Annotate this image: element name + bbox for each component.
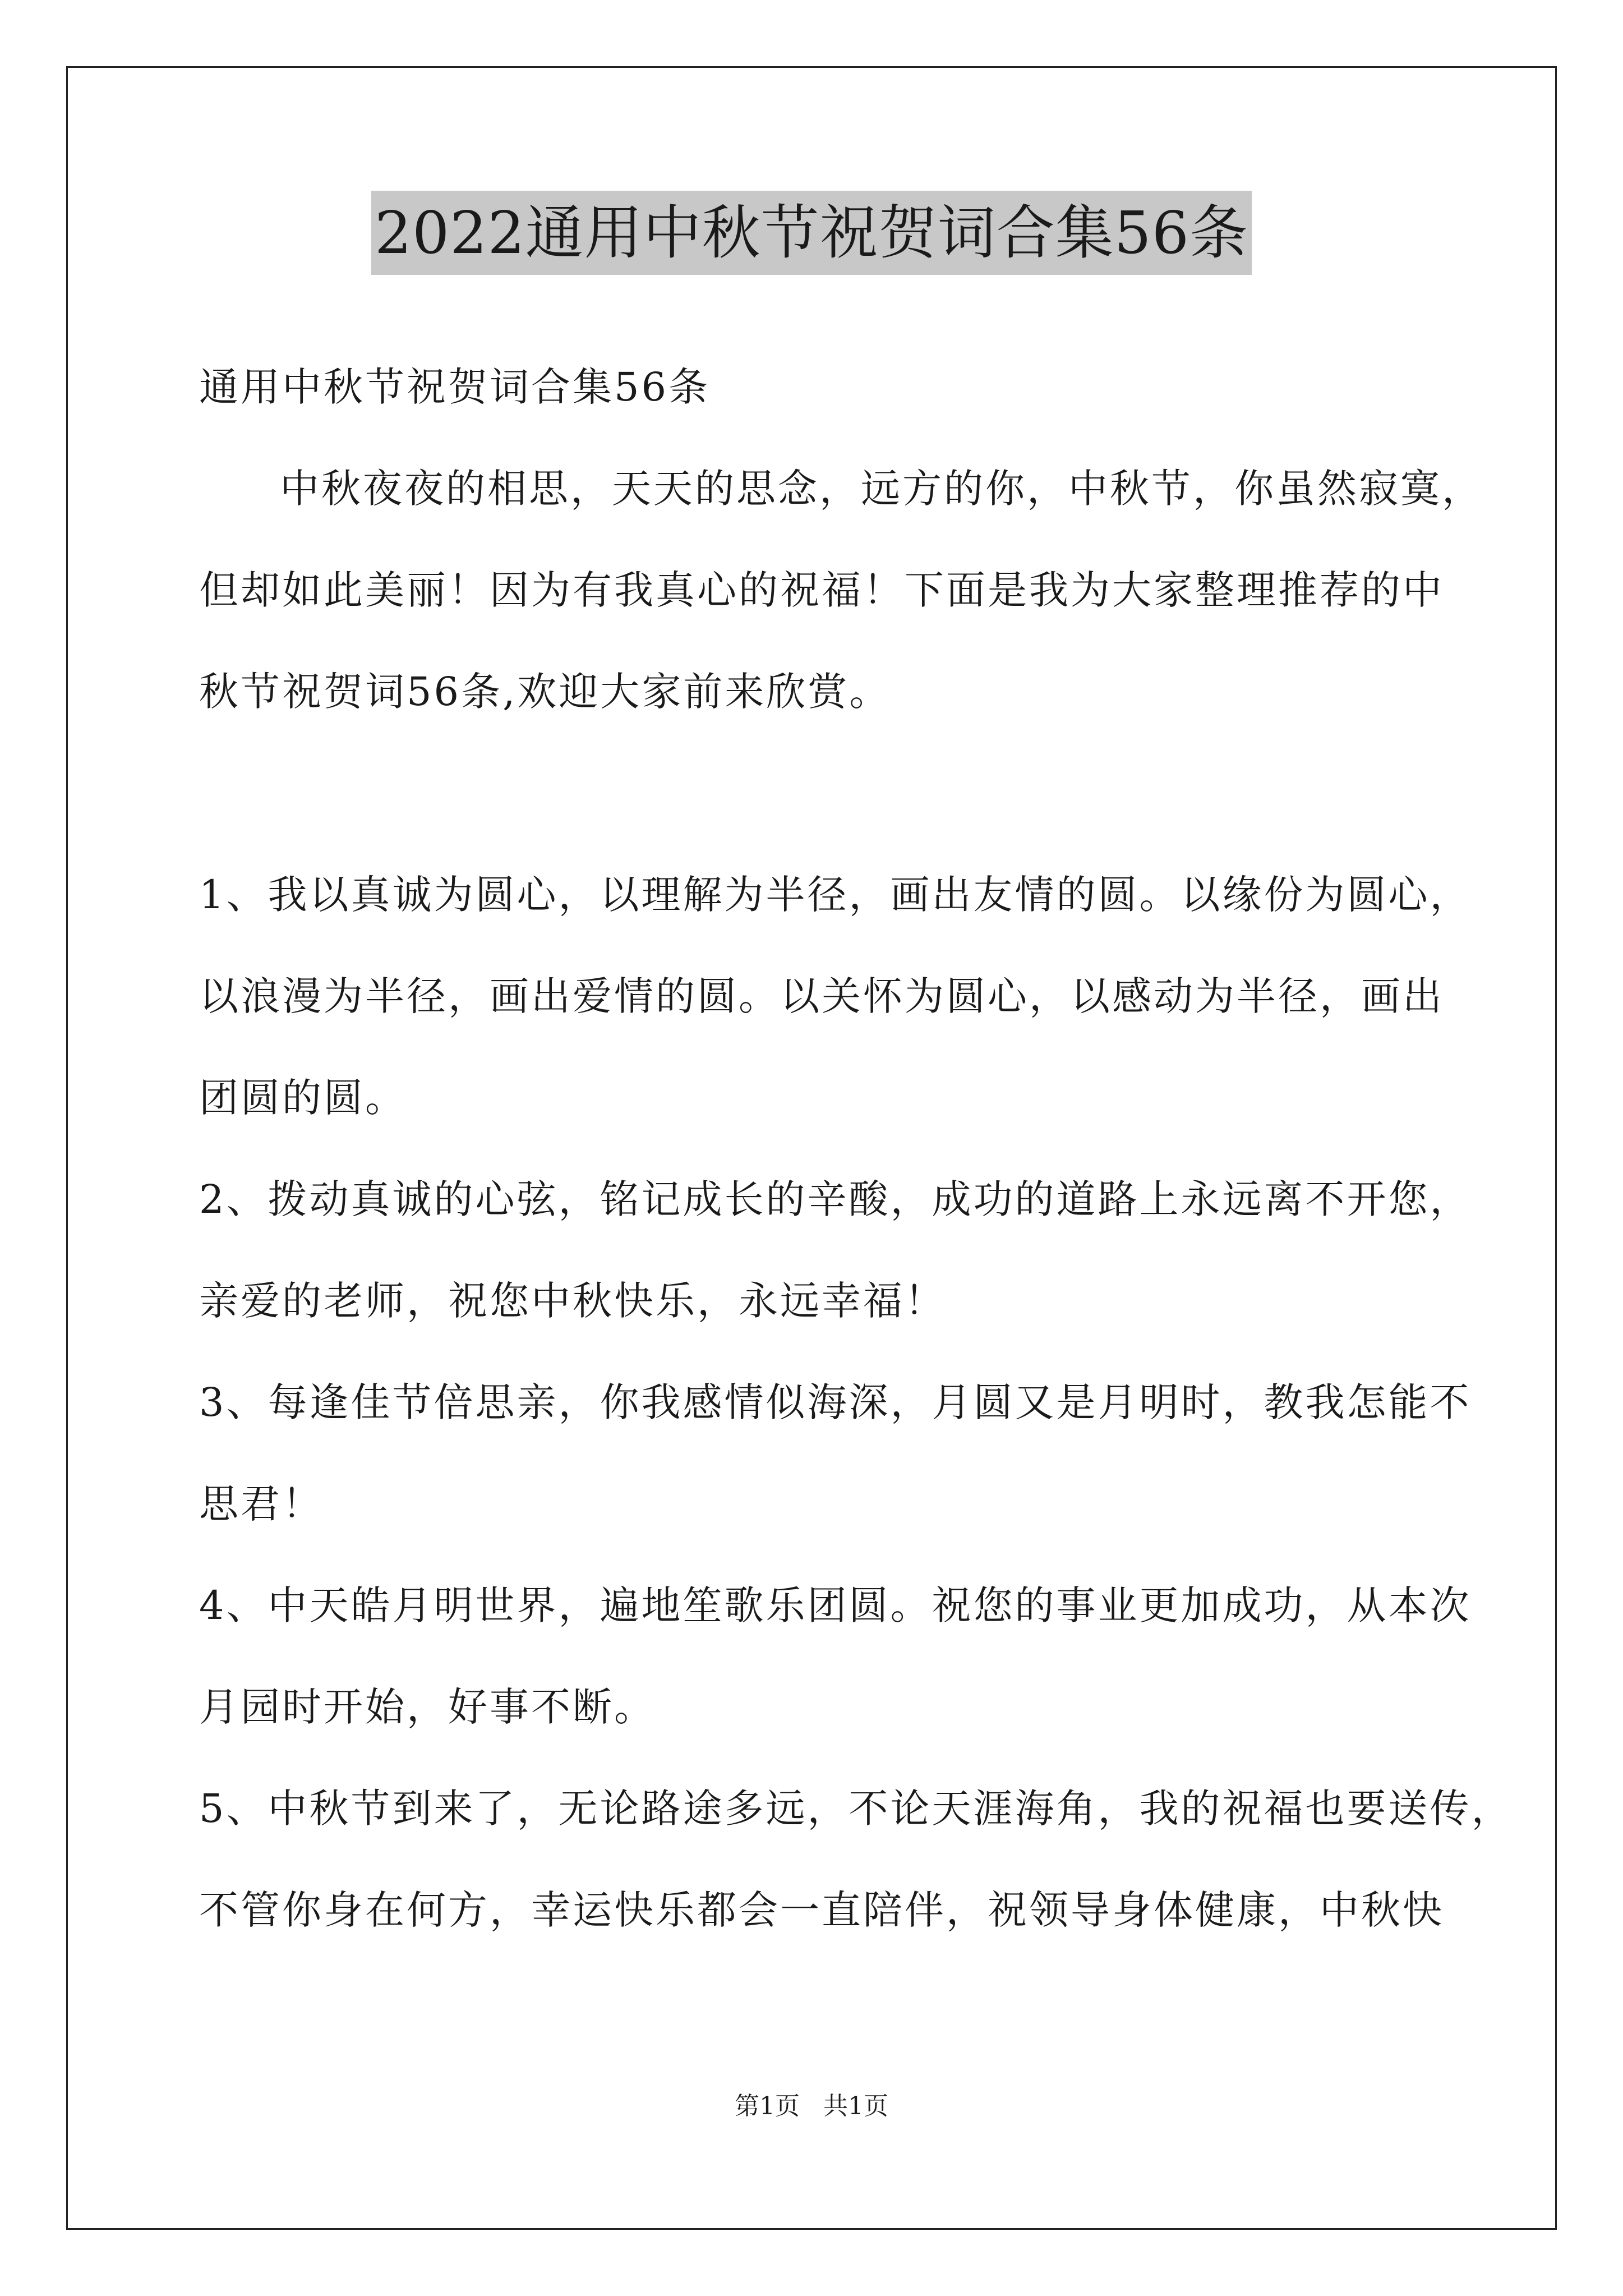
item-line: 亲爱的老师，祝您中秋快乐，永远幸福！ [199, 1278, 946, 1324]
item-line: 月园时开始，好事不断。 [199, 1684, 656, 1730]
list-item [199, 1352, 1472, 1555]
list-item [199, 844, 1472, 1149]
intro-line: 中秋夜夜的相思，天天的思念，远方的你，中秋节，你虽然寂寞， [280, 466, 1483, 512]
item-line: 不管你身在何方，幸运快乐都会一直陪伴，祝领导身体健康，中秋快 [199, 1887, 1444, 1933]
document-body [199, 337, 1513, 1961]
document-title: 2022通用中秋节祝贺词合集56条 [371, 191, 1252, 275]
item-line: 以浪漫为半径，画出爱情的圆。以关怀为圆心，以感动为半径，画出 [199, 973, 1444, 1019]
item-line: 5、中秋节到来了，无论路途多远，不论天涯海角，我的祝福也要送传， [199, 1786, 1513, 1832]
item-line: 思君！ [199, 1481, 324, 1527]
item-line: 4、中天皓月明世界，遍地笙歌乐团圆。祝您的事业更加成功，从本次 [199, 1582, 1472, 1628]
list-item [199, 1555, 1472, 1758]
item-line: 团圆的圆。 [199, 1075, 407, 1121]
list-item [199, 1758, 1513, 1961]
item-line: 1、我以真诚为圆心，以理解为半径，画出友情的圆。以缘份为圆心， [199, 872, 1472, 918]
page-footer: 第1页 共1页 [735, 2092, 888, 2120]
item-line: 2、拨动真诚的心弦，铭记成长的辛酸，成功的道路上永远离不开您， [199, 1176, 1472, 1222]
list-item [199, 1149, 1472, 1352]
document-subtitle: 通用中秋节祝贺词合集56条 [199, 364, 711, 410]
intro-line: 但却如此美丽！因为有我真心的祝福！下面是我为大家整理推荐的中 [199, 567, 1444, 613]
title-container [0, 191, 1623, 275]
item-line: 3、每逢佳节倍思亲，你我感情似海深，月圆又是月明时，教我怎能不 [199, 1379, 1472, 1425]
intro-line: 秋节祝贺词56条,欢迎大家前来欣赏。 [199, 669, 891, 715]
paragraph-gap [199, 743, 1433, 844]
